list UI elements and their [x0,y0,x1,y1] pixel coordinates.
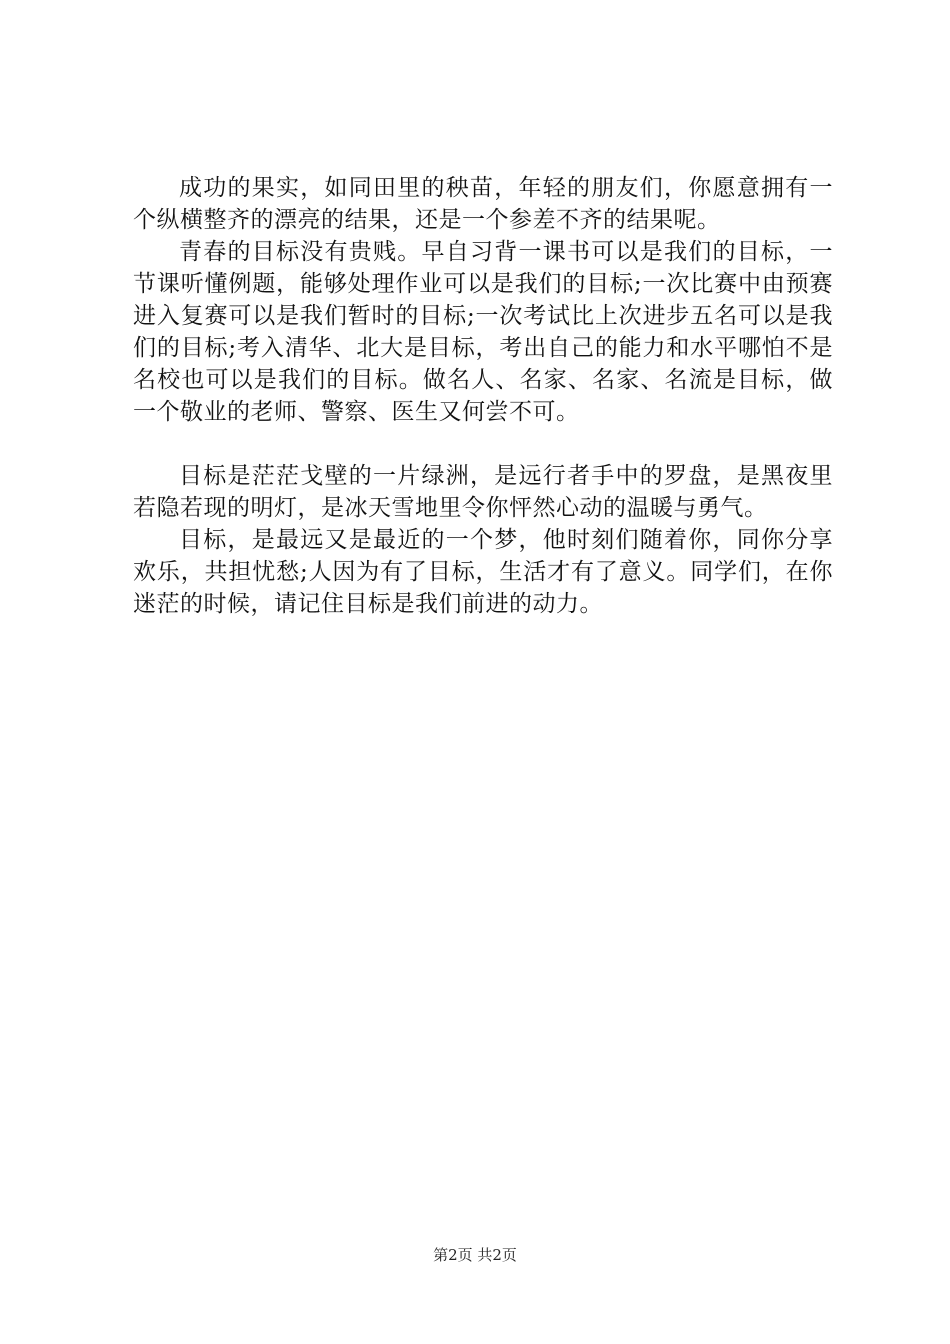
paragraph-1: 成功的果实，如同田里的秧苗，年轻的朋友们，你愿意拥有一个纵横整齐的漂亮的结果，还是一个参差不齐的结果呢。 [133,175,833,233]
paragraph-4: 目标，是最远又是最近的一个梦，他时刻们随着你，同你分享欢乐，共担忧愁;人因为有了目标，生活才有了意义。同学们，在你迷茫的时候，请记住目标是我们前进的动力。 [133,527,833,617]
page-number-footer: 第2页 共2页 [433,1246,517,1264]
paragraph-2: 青春的目标没有贵贱。早自习背一课书可以是我们的目标，一节课听懂例题，能够处理作业可以是我们的目标;一次比赛中由预赛进入复赛可以是我们暂时的目标;一次考试比上次进步五名可以是我们的目标;考入清华、北大是目标，考出自己的能力和水平哪怕不是名校也可以是我们的目标。做名人、名家、名家、名流是目标，做一个敬业的老师、警察、医生又何尝不可。 [133,239,833,425]
document-body [133,172,833,620]
paragraph-3: 目标是茫茫戈壁的一片绿洲，是远行者手中的罗盘，是黑夜里若隐若现的明灯，是冰天雪地里令你怦然心动的温暖与勇气。 [133,463,833,521]
